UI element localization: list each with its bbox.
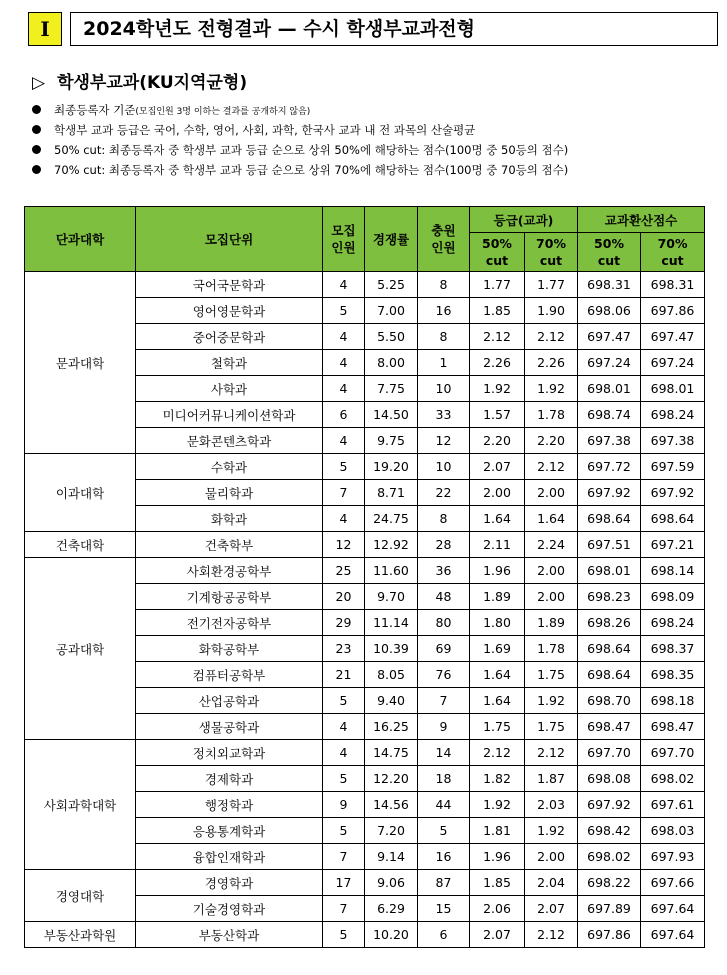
- grade-50-cell: 1.96: [470, 844, 525, 870]
- grade-70-cell: 1.92: [525, 376, 578, 402]
- score-50-cell: 698.64: [578, 506, 641, 532]
- note-item: [32, 100, 722, 120]
- grade-70-cell: 2.24: [525, 532, 578, 558]
- recruit-cell: 29: [323, 610, 365, 636]
- extra-cell: 87: [418, 870, 470, 896]
- dept-cell: 부동산학과: [136, 922, 323, 948]
- dept-cell: 전기전자공학부: [136, 610, 323, 636]
- score-50-cell: 698.70: [578, 688, 641, 714]
- extra-cell: 7: [418, 688, 470, 714]
- ratio-cell: 7.75: [365, 376, 418, 402]
- grade-50-cell: 1.64: [470, 688, 525, 714]
- score-50-cell: 697.89: [578, 896, 641, 922]
- recruit-cell: 12: [323, 532, 365, 558]
- score-70-cell: 697.59: [641, 454, 705, 480]
- score-70-cell: 697.86: [641, 298, 705, 324]
- score-50-cell: 698.22: [578, 870, 641, 896]
- score-70-cell: 698.47: [641, 714, 705, 740]
- dept-cell: 경영학과: [136, 870, 323, 896]
- score-50-cell: 697.86: [578, 922, 641, 948]
- extra-cell: 18: [418, 766, 470, 792]
- grade-50-cell: 2.00: [470, 480, 525, 506]
- ratio-cell: 14.75: [365, 740, 418, 766]
- grade-50-cell: 1.81: [470, 818, 525, 844]
- ratio-cell: 8.71: [365, 480, 418, 506]
- header-college: 단과대학: [25, 207, 136, 272]
- table-row: [25, 870, 705, 896]
- header-grade-50: 50% cut: [470, 233, 525, 272]
- grade-70-cell: 2.07: [525, 896, 578, 922]
- extra-cell: 15: [418, 896, 470, 922]
- grade-50-cell: 1.77: [470, 272, 525, 298]
- score-50-cell: 698.26: [578, 610, 641, 636]
- table-row: [25, 532, 705, 558]
- page-header: [28, 12, 718, 46]
- header-dept: 모집단위: [136, 207, 323, 272]
- grade-70-cell: 1.75: [525, 714, 578, 740]
- dept-cell: 컴퓨터공학부: [136, 662, 323, 688]
- bullet-icon: [32, 165, 41, 174]
- note-text: 50% cut: 최종등록자 중 학생부 교과 등급 순으로 상위 50%에 해당하는 점수(100명 중 50등의 점수): [54, 143, 569, 157]
- note-item: [32, 140, 722, 160]
- dept-cell: 국어국문학과: [136, 272, 323, 298]
- college-cell: 문과대학: [25, 272, 136, 454]
- grade-70-cell: 2.12: [525, 922, 578, 948]
- grade-50-cell: 1.75: [470, 714, 525, 740]
- header-recruit: 모집 인원: [323, 207, 365, 272]
- extra-cell: 16: [418, 298, 470, 324]
- score-70-cell: 698.37: [641, 636, 705, 662]
- dept-cell: 화학과: [136, 506, 323, 532]
- score-70-cell: 697.93: [641, 844, 705, 870]
- dept-cell: 융합인재학과: [136, 844, 323, 870]
- extra-cell: 80: [418, 610, 470, 636]
- score-50-cell: 697.92: [578, 480, 641, 506]
- extra-cell: 9: [418, 714, 470, 740]
- dept-cell: 기술경영학과: [136, 896, 323, 922]
- recruit-cell: 5: [323, 298, 365, 324]
- recruit-cell: 7: [323, 844, 365, 870]
- grade-70-cell: 1.90: [525, 298, 578, 324]
- bullet-icon: [32, 125, 41, 134]
- score-50-cell: 697.70: [578, 740, 641, 766]
- score-50-cell: 698.01: [578, 376, 641, 402]
- extra-cell: 1: [418, 350, 470, 376]
- ratio-cell: 9.75: [365, 428, 418, 454]
- dept-cell: 기계항공공학부: [136, 584, 323, 610]
- ratio-cell: 12.20: [365, 766, 418, 792]
- ratio-cell: 9.06: [365, 870, 418, 896]
- grade-50-cell: 1.85: [470, 870, 525, 896]
- table-row: [25, 454, 705, 480]
- ratio-cell: 5.50: [365, 324, 418, 350]
- header-grade-70: 70% cut: [525, 233, 578, 272]
- grade-70-cell: 2.04: [525, 870, 578, 896]
- ratio-cell: 11.60: [365, 558, 418, 584]
- score-70-cell: 697.64: [641, 922, 705, 948]
- bullet-icon: [32, 145, 41, 154]
- extra-cell: 5: [418, 818, 470, 844]
- recruit-cell: 5: [323, 766, 365, 792]
- score-70-cell: 697.61: [641, 792, 705, 818]
- extra-cell: 76: [418, 662, 470, 688]
- dept-cell: 경제학과: [136, 766, 323, 792]
- score-70-cell: 697.70: [641, 740, 705, 766]
- extra-cell: 12: [418, 428, 470, 454]
- ratio-cell: 10.20: [365, 922, 418, 948]
- score-70-cell: 698.02: [641, 766, 705, 792]
- recruit-cell: 21: [323, 662, 365, 688]
- extra-cell: 33: [418, 402, 470, 428]
- score-70-cell: 698.31: [641, 272, 705, 298]
- score-70-cell: 698.24: [641, 402, 705, 428]
- grade-50-cell: 2.12: [470, 740, 525, 766]
- dept-cell: 수학과: [136, 454, 323, 480]
- extra-cell: 16: [418, 844, 470, 870]
- score-50-cell: 697.47: [578, 324, 641, 350]
- extra-cell: 48: [418, 584, 470, 610]
- extra-cell: 10: [418, 454, 470, 480]
- ratio-cell: 14.56: [365, 792, 418, 818]
- dept-cell: 응용통계학과: [136, 818, 323, 844]
- grade-50-cell: 2.12: [470, 324, 525, 350]
- ratio-cell: 5.25: [365, 272, 418, 298]
- score-50-cell: 698.23: [578, 584, 641, 610]
- header-score-50: 50% cut: [578, 233, 641, 272]
- college-cell: 사회과학대학: [25, 740, 136, 870]
- grade-50-cell: 1.92: [470, 792, 525, 818]
- grade-50-cell: 1.64: [470, 506, 525, 532]
- score-70-cell: 698.18: [641, 688, 705, 714]
- score-50-cell: 698.06: [578, 298, 641, 324]
- grade-70-cell: 1.64: [525, 506, 578, 532]
- dept-cell: 사회환경공학부: [136, 558, 323, 584]
- grade-70-cell: 2.26: [525, 350, 578, 376]
- grade-70-cell: 2.03: [525, 792, 578, 818]
- extra-cell: 6: [418, 922, 470, 948]
- college-cell: 이과대학: [25, 454, 136, 532]
- grade-50-cell: 2.20: [470, 428, 525, 454]
- ratio-cell: 7.00: [365, 298, 418, 324]
- recruit-cell: 4: [323, 740, 365, 766]
- grade-70-cell: 2.00: [525, 584, 578, 610]
- note-small-text: (모집인원 3명 이하는 결과를 공개하지 않음): [135, 107, 311, 117]
- grade-50-cell: 1.80: [470, 610, 525, 636]
- recruit-cell: 4: [323, 506, 365, 532]
- header-extra: 충원 인원: [418, 207, 470, 272]
- dept-cell: 화학공학부: [136, 636, 323, 662]
- grade-70-cell: 2.20: [525, 428, 578, 454]
- score-50-cell: 697.92: [578, 792, 641, 818]
- grade-70-cell: 2.00: [525, 844, 578, 870]
- score-70-cell: 698.14: [641, 558, 705, 584]
- recruit-cell: 4: [323, 324, 365, 350]
- dept-cell: 사학과: [136, 376, 323, 402]
- dept-cell: 철학과: [136, 350, 323, 376]
- ratio-cell: 7.20: [365, 818, 418, 844]
- extra-cell: 10: [418, 376, 470, 402]
- extra-cell: 8: [418, 272, 470, 298]
- triangle-marker-icon: ▷: [32, 73, 46, 93]
- extra-cell: 8: [418, 324, 470, 350]
- header-score-70: 70% cut: [641, 233, 705, 272]
- score-70-cell: 698.35: [641, 662, 705, 688]
- recruit-cell: 9: [323, 792, 365, 818]
- grade-70-cell: 1.92: [525, 688, 578, 714]
- section-number-badge: I: [28, 12, 62, 46]
- score-50-cell: 698.47: [578, 714, 641, 740]
- ratio-cell: 14.50: [365, 402, 418, 428]
- note-text: 70% cut: 최종등록자 중 학생부 교과 등급 순으로 상위 70%에 해당하는 점수(100명 중 70등의 점수): [54, 163, 569, 177]
- bullet-icon: [32, 105, 41, 114]
- section-title: 학생부교과(KU지역균형): [57, 73, 248, 93]
- recruit-cell: 4: [323, 428, 365, 454]
- table-row: [25, 922, 705, 948]
- grade-70-cell: 2.00: [525, 558, 578, 584]
- grade-50-cell: 2.26: [470, 350, 525, 376]
- extra-cell: 36: [418, 558, 470, 584]
- grade-50-cell: 2.06: [470, 896, 525, 922]
- grade-70-cell: 1.92: [525, 818, 578, 844]
- results-table: [24, 206, 705, 948]
- dept-cell: 행정학과: [136, 792, 323, 818]
- table-row: [25, 272, 705, 298]
- grade-50-cell: 1.85: [470, 298, 525, 324]
- header-ratio: 경쟁률: [365, 207, 418, 272]
- dept-cell: 미디어커뮤니케이션학과: [136, 402, 323, 428]
- header-grade-group: 등급(교과): [470, 207, 578, 233]
- recruit-cell: 5: [323, 818, 365, 844]
- score-70-cell: 698.01: [641, 376, 705, 402]
- ratio-cell: 11.14: [365, 610, 418, 636]
- ratio-cell: 16.25: [365, 714, 418, 740]
- grade-70-cell: 1.77: [525, 272, 578, 298]
- table-row: [25, 740, 705, 766]
- grade-50-cell: 1.92: [470, 376, 525, 402]
- dept-cell: 생물공학과: [136, 714, 323, 740]
- extra-cell: 22: [418, 480, 470, 506]
- grade-70-cell: 1.87: [525, 766, 578, 792]
- notes-list: [32, 100, 722, 180]
- grade-50-cell: 1.82: [470, 766, 525, 792]
- grade-50-cell: 2.11: [470, 532, 525, 558]
- dept-cell: 산업공학과: [136, 688, 323, 714]
- score-50-cell: 698.31: [578, 272, 641, 298]
- ratio-cell: 12.92: [365, 532, 418, 558]
- ratio-cell: 9.14: [365, 844, 418, 870]
- grade-50-cell: 1.96: [470, 558, 525, 584]
- ratio-cell: 8.05: [365, 662, 418, 688]
- recruit-cell: 4: [323, 272, 365, 298]
- grade-70-cell: 1.78: [525, 402, 578, 428]
- note-item: [32, 160, 722, 180]
- page-title: 2024학년도 전형결과 — 수시 학생부교과전형: [70, 12, 718, 46]
- dept-cell: 영어영문학과: [136, 298, 323, 324]
- table-body: [25, 272, 705, 948]
- table-row: [25, 558, 705, 584]
- extra-cell: 14: [418, 740, 470, 766]
- grade-70-cell: 2.12: [525, 324, 578, 350]
- score-50-cell: 697.38: [578, 428, 641, 454]
- score-70-cell: 698.64: [641, 506, 705, 532]
- grade-70-cell: 1.75: [525, 662, 578, 688]
- recruit-cell: 23: [323, 636, 365, 662]
- recruit-cell: 4: [323, 376, 365, 402]
- section-heading: [32, 68, 247, 93]
- dept-cell: 물리학과: [136, 480, 323, 506]
- extra-cell: 69: [418, 636, 470, 662]
- score-70-cell: 698.03: [641, 818, 705, 844]
- score-50-cell: 697.51: [578, 532, 641, 558]
- grade-70-cell: 2.12: [525, 740, 578, 766]
- college-cell: 공과대학: [25, 558, 136, 740]
- dept-cell: 중어중문학과: [136, 324, 323, 350]
- ratio-cell: 8.00: [365, 350, 418, 376]
- recruit-cell: 5: [323, 688, 365, 714]
- score-70-cell: 698.24: [641, 610, 705, 636]
- grade-50-cell: 1.64: [470, 662, 525, 688]
- dept-cell: 정치외교학과: [136, 740, 323, 766]
- note-text: 학생부 교과 등급은 국어, 수학, 영어, 사회, 과학, 한국사 교과 내 전 과목의 산술평균: [54, 123, 476, 137]
- header-score-group: 교과환산점수: [578, 207, 705, 233]
- recruit-cell: 5: [323, 454, 365, 480]
- score-70-cell: 697.24: [641, 350, 705, 376]
- college-cell: 건축대학: [25, 532, 136, 558]
- note-item: [32, 120, 722, 140]
- recruit-cell: 4: [323, 714, 365, 740]
- recruit-cell: 4: [323, 350, 365, 376]
- score-50-cell: 698.74: [578, 402, 641, 428]
- score-50-cell: 698.01: [578, 558, 641, 584]
- note-text: 최종등록자 기준: [54, 103, 136, 117]
- grade-50-cell: 1.69: [470, 636, 525, 662]
- grade-50-cell: 1.89: [470, 584, 525, 610]
- ratio-cell: 19.20: [365, 454, 418, 480]
- grade-50-cell: 2.07: [470, 454, 525, 480]
- ratio-cell: 9.70: [365, 584, 418, 610]
- extra-cell: 28: [418, 532, 470, 558]
- score-70-cell: 697.21: [641, 532, 705, 558]
- score-70-cell: 697.38: [641, 428, 705, 454]
- ratio-cell: 24.75: [365, 506, 418, 532]
- recruit-cell: 7: [323, 480, 365, 506]
- extra-cell: 44: [418, 792, 470, 818]
- recruit-cell: 17: [323, 870, 365, 896]
- grade-70-cell: 1.78: [525, 636, 578, 662]
- recruit-cell: 25: [323, 558, 365, 584]
- grade-70-cell: 2.00: [525, 480, 578, 506]
- table-header: [25, 207, 705, 272]
- score-50-cell: 698.64: [578, 636, 641, 662]
- ratio-cell: 9.40: [365, 688, 418, 714]
- dept-cell: 문화콘텐츠학과: [136, 428, 323, 454]
- score-70-cell: 697.47: [641, 324, 705, 350]
- recruit-cell: 7: [323, 896, 365, 922]
- recruit-cell: 5: [323, 922, 365, 948]
- score-50-cell: 697.24: [578, 350, 641, 376]
- extra-cell: 8: [418, 506, 470, 532]
- recruit-cell: 6: [323, 402, 365, 428]
- score-50-cell: 698.02: [578, 844, 641, 870]
- score-70-cell: 697.64: [641, 896, 705, 922]
- grade-70-cell: 1.89: [525, 610, 578, 636]
- recruit-cell: 20: [323, 584, 365, 610]
- grade-70-cell: 2.12: [525, 454, 578, 480]
- grade-50-cell: 1.57: [470, 402, 525, 428]
- ratio-cell: 10.39: [365, 636, 418, 662]
- college-cell: 경영대학: [25, 870, 136, 922]
- dept-cell: 건축학부: [136, 532, 323, 558]
- score-50-cell: 698.64: [578, 662, 641, 688]
- score-70-cell: 697.92: [641, 480, 705, 506]
- grade-50-cell: 2.07: [470, 922, 525, 948]
- score-50-cell: 698.08: [578, 766, 641, 792]
- score-50-cell: 698.42: [578, 818, 641, 844]
- score-70-cell: 697.66: [641, 870, 705, 896]
- score-70-cell: 698.09: [641, 584, 705, 610]
- college-cell: 부동산과학원: [25, 922, 136, 948]
- ratio-cell: 6.29: [365, 896, 418, 922]
- score-50-cell: 697.72: [578, 454, 641, 480]
